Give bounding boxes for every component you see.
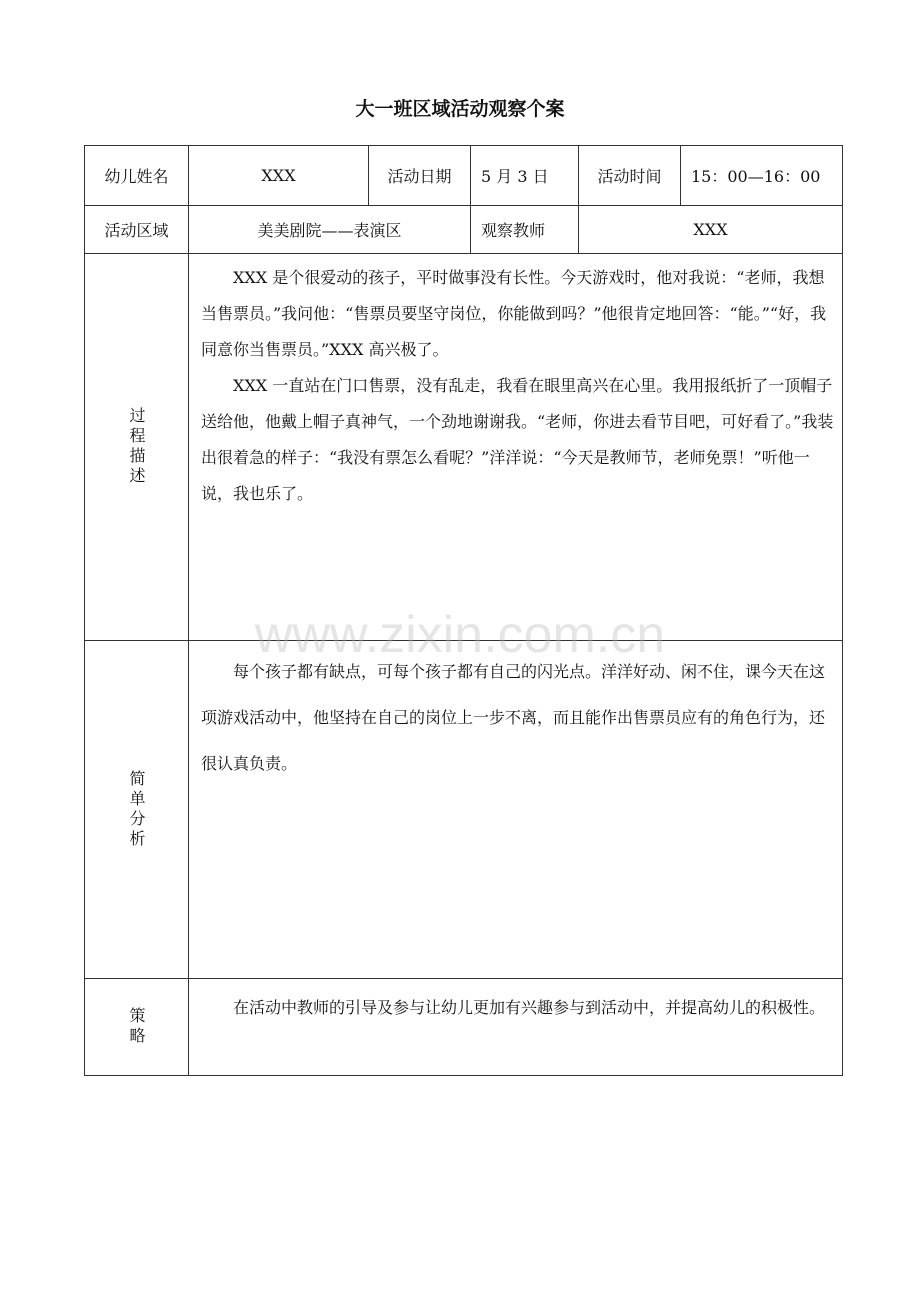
strategy-text-cell	[188, 978, 843, 1076]
name-label: 幼儿姓名	[84, 145, 189, 206]
process-label: 过程描述	[127, 407, 146, 487]
process-label-cell	[84, 253, 189, 641]
process-paragraph: XXX 一直站在门口售票，没有乱走，我看在眼里高兴在心里。我用报纸折了一顶帽子送给他，他戴上帽子真神气，一个劲地谢谢我。“老师，你进去看节目吧，可好看了。”我装出很着急的样子：“我没有票怎么看呢？”洋洋说：“今天是教师节，老师免票！”听他一说，我也乐了。	[201, 376, 834, 503]
activity-time: 15：00—16：00	[680, 145, 843, 206]
watermark: www.zixin.com.cn	[254, 606, 666, 664]
date-label: 活动日期	[368, 145, 471, 206]
observer-teacher: XXX	[578, 205, 843, 254]
activity-area: 美美剧院——表演区	[188, 205, 471, 254]
area-label: 活动区域	[84, 205, 189, 254]
page-title: 大一班区域活动观察个案	[355, 98, 565, 120]
analysis-text-cell	[188, 640, 843, 979]
analysis-text: 每个孩子都有缺点，可每个孩子都有自己的闪光点。洋洋好动、闲不住，课今天在这项游戏活动中，他坚持在自己的岗位上一步不离，而且能作出售票员应有的角色行为，还很认真负责。	[201, 662, 826, 773]
strategy-text: 在活动中教师的引导及参与让幼儿更加有兴趣参与到活动中，并提高幼儿的积极性。	[233, 998, 826, 1017]
strategy-label-cell	[84, 978, 189, 1076]
time-label: 活动时间	[578, 145, 681, 206]
activity-date: 5 月 3 日	[470, 145, 579, 206]
strategy-label: 策略	[127, 1007, 146, 1047]
analysis-label-cell	[84, 640, 189, 979]
process-paragraph: XXX 是个很爱动的孩子，平时做事没有长性。今天游戏时，他对我说：“老师，我想当售票员。”我问他：“售票员要坚守岗位，你能做到吗？”他很肯定地回答：“能。”“好，我同意你当售票员。”XXX 高兴极了。	[201, 268, 827, 359]
teacher-label: 观察教师	[470, 205, 579, 254]
analysis-label: 简单分析	[127, 769, 146, 850]
process-description	[188, 253, 843, 641]
child-name: XXX	[188, 145, 369, 206]
